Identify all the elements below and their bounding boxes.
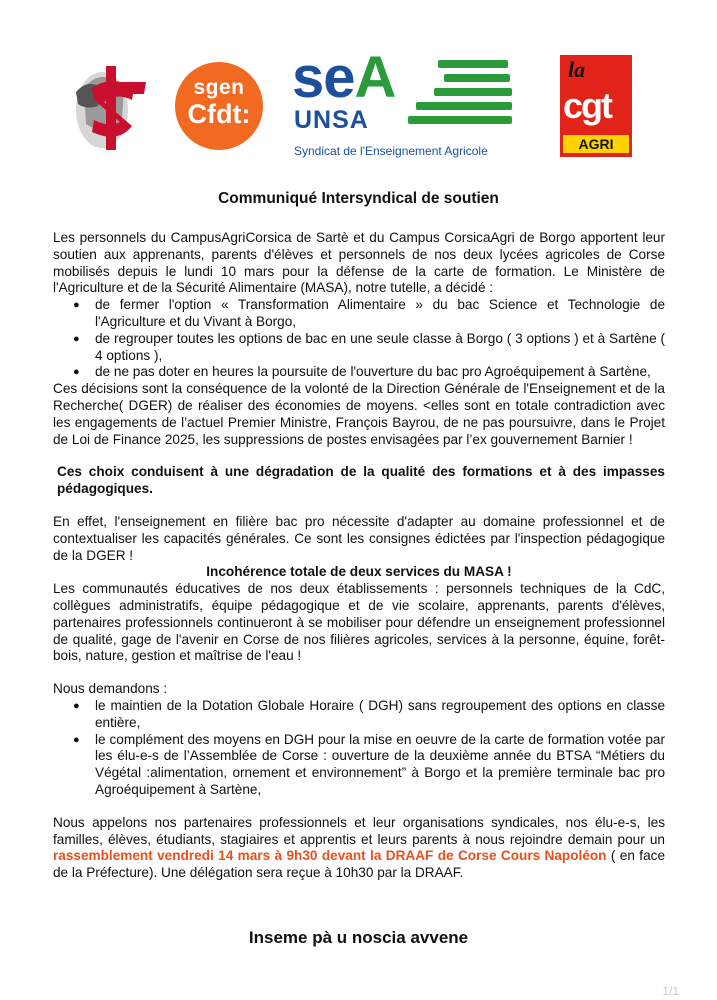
intro-paragraph: Les personnels du CampusAgriCorsica de Sartè et du Campus CorsicaAgri de Borgo apportent leur soutien aux apprenants, parents d'élèves et personnels de nos deux lycées agricoles de Corse mobilisés depuis le lundi 10 mars pour la défense de la carte de formation. Le Ministère de l'Agriculture et de la Sécurité Alimentaire (MASA), notre tutelle, a décidé : [53,230,665,296]
list-item: ● le maintien de la Dotation Globale Horaire ( DGH) sans regroupement des options en classe entière, [53,698,665,732]
decisions-list [53,297,665,381]
cfdt-text: Cfdt: [187,99,251,129]
incoherence-heading: Incohérence totale de deux services du MASA ! [206,564,512,580]
cgt-text: cgt [563,85,611,126]
list-item: ● de regrouper toutes les options de bac en une seule classe à Borgo ( 3 options ) et à Sartène ( 4 options ), [53,331,665,365]
call-paragraph [53,815,665,882]
page-title: Communiqué Intersyndical de soutien [218,190,499,207]
call-text: Nous appelons nos partenaires professionnels et leur organisations syndicales, nos élu-e-s, les familles, élèves, étudiants, stagiaires et apprentis et leurs parents à nous rejoindre demain pour un [53,814,665,847]
call-highlight: rassemblement vendredi 14 mars à 9h30 devant la DRAAF de Corse Cours Napoléon [53,848,607,864]
unsa-text: UNSA [294,106,369,134]
sea-subtitle: Syndicat de l'Enseignement Agricole [294,144,488,158]
sgen-cfdt-logo [175,62,263,150]
sea-wordmark-main: se [292,45,355,110]
call-tail: ( en face de la Préfecture). Une délégation sera reçue à 10h30 par la DRAAF. [53,848,666,881]
sea-wordmark-accent: A [354,45,396,110]
closing-slogan: Inseme pà u noscia avvene [248,928,469,947]
stc-logo [62,58,158,158]
agri-text: AGRI [563,135,629,153]
sgen-text: sgen [193,76,245,99]
list-item: ● le complément des moyens en DGH pour la mise en oeuvre de la carte de formation votée par les élu-e-s de l’Assemblée de Corse : ouverture de la deuxième année du BTSA “Métiers du Végétal :alimentation, ornement et environnement” à Borgo et la première terminale bac pro Agroéquipement à Sartène, [53,732,665,799]
sea-wordmark [292,44,395,111]
demands-intro: Nous demandons : [53,681,168,697]
bac-pro-paragraph: En effet, l'enseignement en filière bac pro nécessite d'adapter au domaine professionnel et de contextualiser les capacités générales. Ce sont les consignes édictées par l'inspection pédagogique de la DGER ! [53,513,665,563]
communique-body [53,230,665,882]
sea-stripes-icon [430,58,512,138]
demands-list [53,698,665,799]
list-item: ● de ne pas doter en heures la poursuite de l'ouverture du bac pro Agroéquipement à Sartène, [53,364,665,381]
sea-unsa-logo [292,45,512,164]
logo-header [0,0,717,175]
list-item: ● de fermer l'option « Transformation Alimentaire » du bac Science et Technologie de l'Agriculture et du Vivant à Borgo, [53,297,665,331]
communities-paragraph: Les communautés éducatives de nos deux établissements : personnels techniques de la CdC, collègues administratifs, équipe pédagogique et de vie scolaire, apprenants, parents d'élèves, partenaires professionnels continueront à se mobiliser pour défendre un enseignement professionnel de qualité, gage de l'avenir en Corse de nos filières agricoles, services à la personne, équine, forêt-bois, nature, gestion et maîtrise de l'eau ! [53,581,665,664]
page-number: 1/1 [662,984,679,998]
consequence-paragraph: Ces décisions sont la conséquence de la volonté de la Direction Générale de l'Enseignement et de la Recherche( DGER) de réaliser des économies de moyens. <elles sont en totale contradiction avec les engagements de l’actuel Premier Ministre, François Bayrou, de ne pas poursuivre, dans le Projet de Loi de Finance 2025, les suppressions de postes envisagées par l’ex gouvernement Barnier ! [53,381,665,447]
cgt-agri-logo [560,55,632,157]
cgt-la-text: la [568,57,586,82]
bold-statement: Ces choix conduisent à une dégradation de la qualité des formations et à des impasses pédagogiques. [57,464,665,497]
